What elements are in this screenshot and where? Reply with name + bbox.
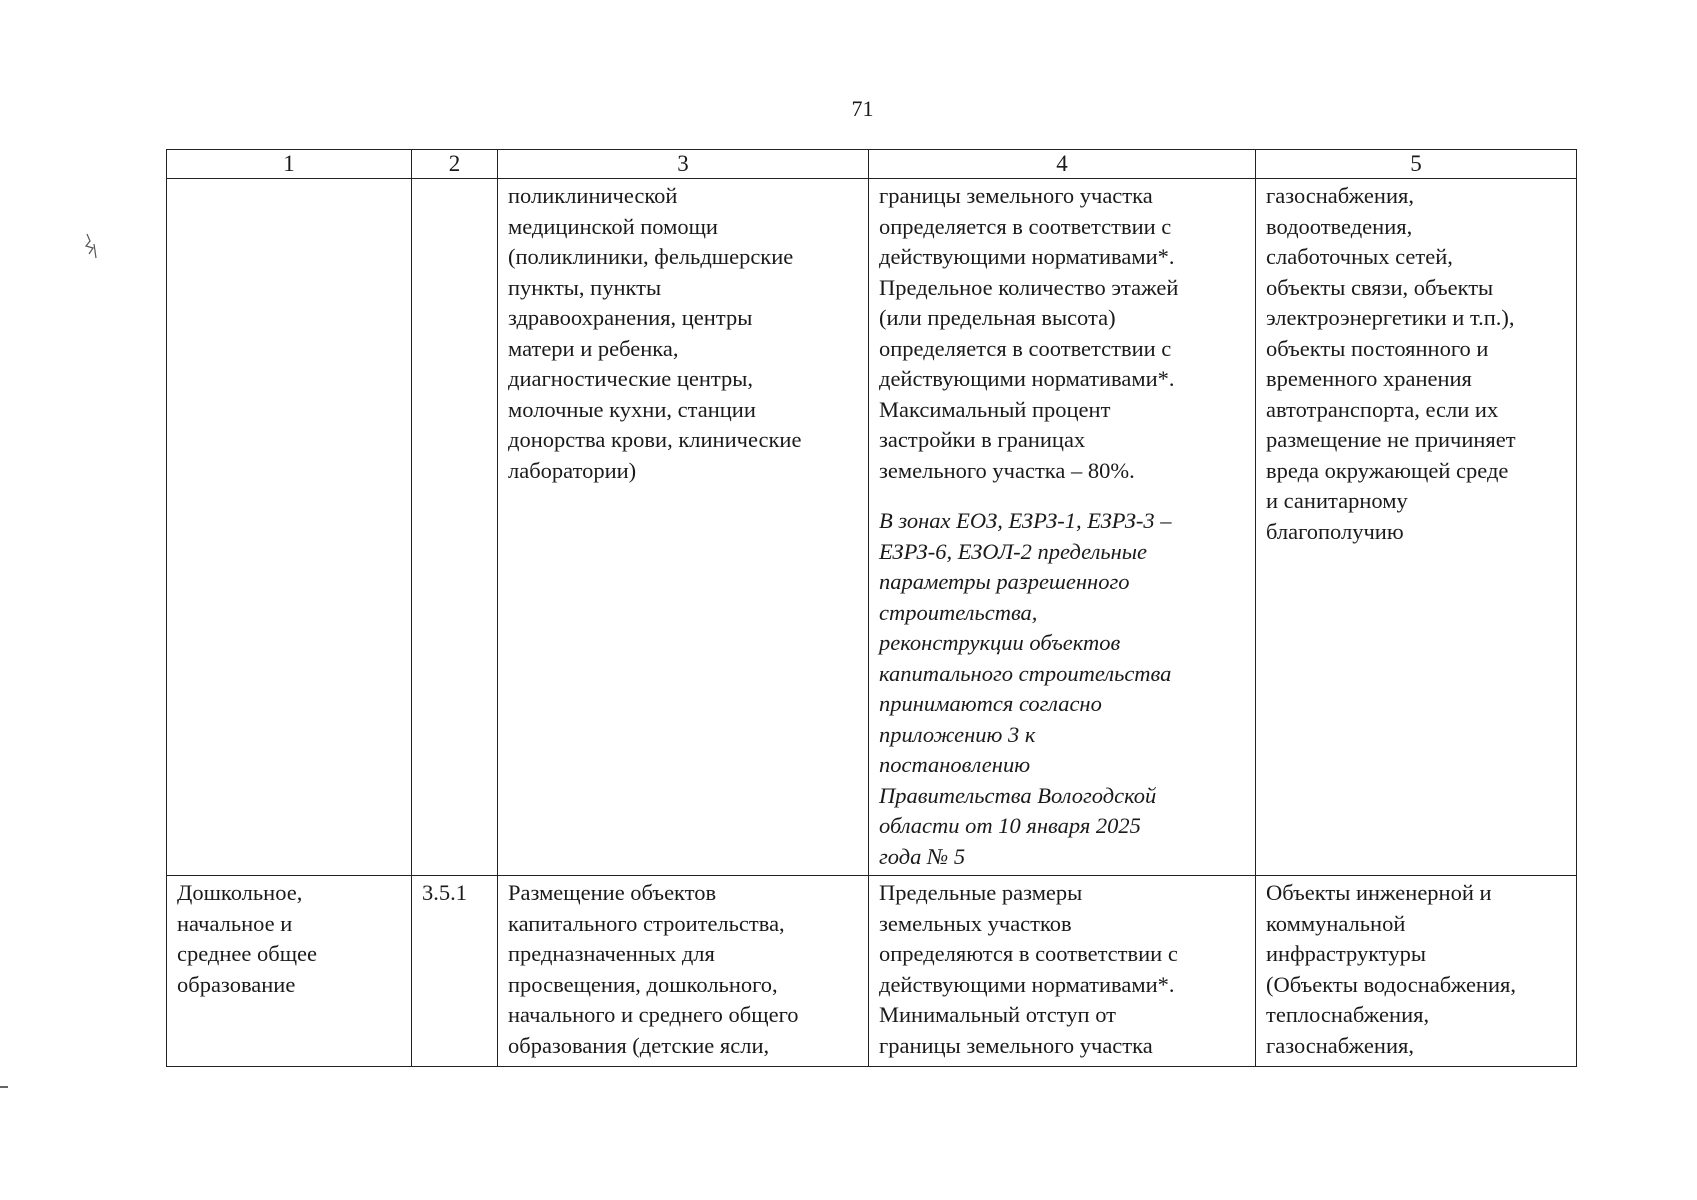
row1-description-text: поликлинической медицинской помощи (поликлиники, фельдшерские пункты, пункты здравоохранения, центры матери и ребенка, диагностические центры, молочные кухни, станции донорства крови, клинические лаборатории): [508, 183, 802, 483]
row1-auxiliary-uses-cell: [1256, 179, 1577, 876]
row2-auxiliary-uses-text: Объекты инженерной и коммунальной инфраструктуры (Объекты водоснабжения, теплоснабжения, газоснабжения,: [1266, 880, 1516, 1058]
regulation-table: [166, 149, 1577, 1067]
row2-auxiliary-uses-cell: [1256, 876, 1577, 1067]
table-row: [167, 876, 1577, 1067]
scan-artifact-dash: [0, 1086, 8, 1088]
row2-description-cell: [498, 876, 869, 1067]
column-header-5: 5: [1256, 150, 1577, 179]
row2-use-type-text: Дошкольное, начальное и среднее общее образование: [177, 880, 318, 997]
row1-parameters-note: В зонах ЕОЗ, ЕЗРЗ-1, ЕЗРЗ-3 – ЕЗРЗ-6, ЕЗОЛ-2 предельные параметры разрешенного строительства, реконструкции объектов капитального строительства принимаются согласно приложению 3 к постановлению Правительства Вологодской области от 10 января 2025 года № 5: [879, 508, 1172, 869]
row1-parameters-cell: [869, 179, 1256, 876]
row1-description-cell: [498, 179, 869, 876]
row2-parameters-cell: [869, 876, 1256, 1067]
table-header-row: [167, 150, 1577, 179]
row1-code-cell: [412, 179, 498, 876]
row2-use-type-cell: [167, 876, 412, 1067]
page-number: 71: [851, 96, 874, 121]
row1-auxiliary-uses-text: газоснабжения, водоотведения, слаботочных сетей, объекты связи, объекты электроэнергетики и т.п.), объекты постоянного и временного хранения автотранспорта, если их размещение не причиняет вреда окружающей среде и санитарному благополучию: [1266, 183, 1516, 544]
scan-artifact-mark: [84, 232, 98, 262]
row2-code-cell: [412, 876, 498, 1067]
row2-code-text: 3.5.1: [422, 880, 467, 905]
row1-parameters-text: границы земельного участка определяется в соответствии с действующими нормативами*. Предельное количество этажей (или предельная высота) определяется в соответствии с действующими нормативами*. Максимальный процент застройки в границах земельного участка – 80%.: [879, 183, 1179, 483]
column-header-2: 2: [412, 150, 498, 179]
row1-use-type-cell: [167, 179, 412, 876]
column-header-4: 4: [869, 150, 1256, 179]
column-header-3: 3: [498, 150, 869, 179]
row2-description-text: Размещение объектов капитального строительства, предназначенных для просвещения, дошкольного, начального и среднего общего образования (детские ясли,: [508, 880, 799, 1058]
table-row: [167, 179, 1577, 876]
column-header-1: 1: [167, 150, 412, 179]
row2-parameters-text: Предельные размеры земельных участков определяются в соответствии с действующими нормативами*. Минимальный отступ от границы земельного участка: [879, 880, 1178, 1058]
